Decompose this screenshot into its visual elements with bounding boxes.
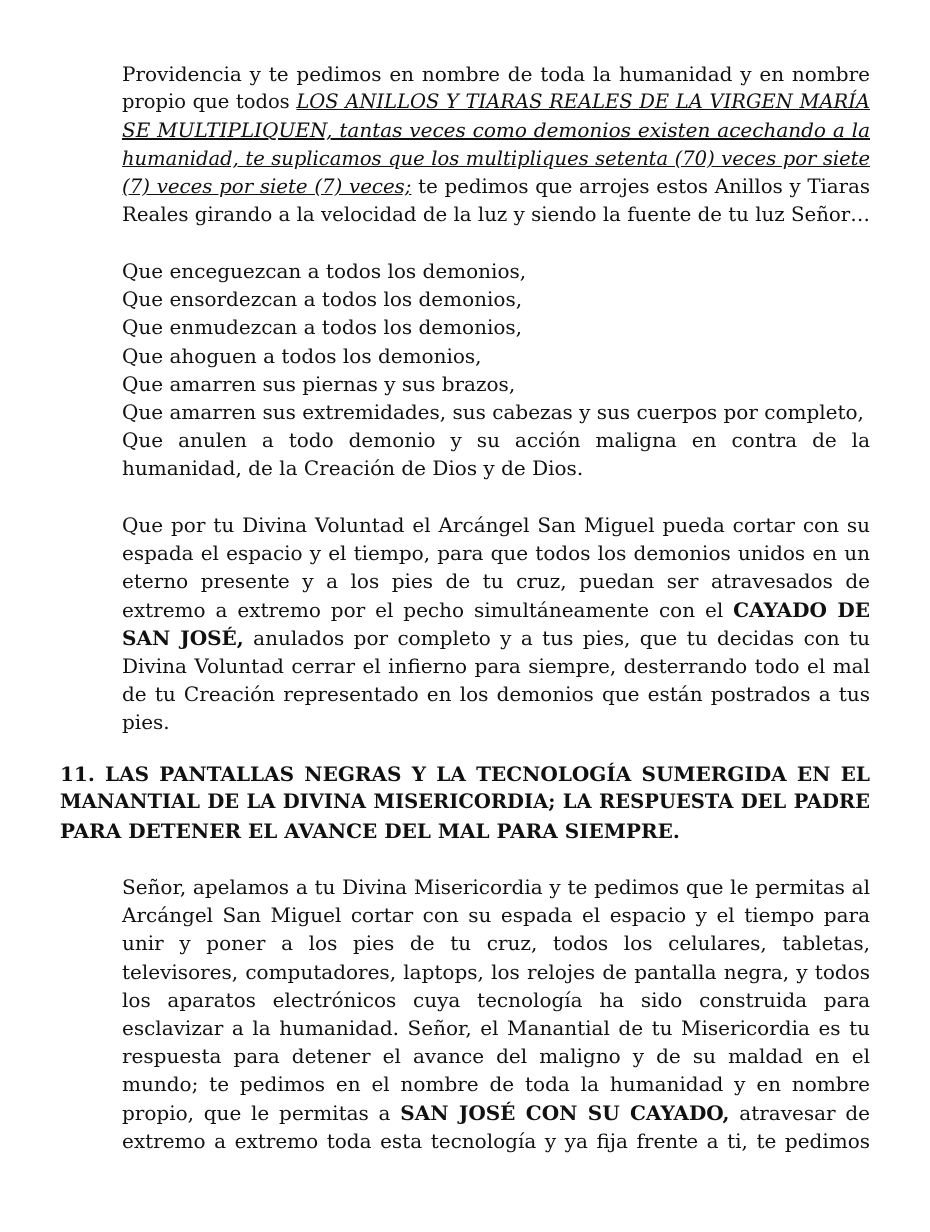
text-run: te pedimos que arrojes estos Anillos y Tiaras xyxy=(411,174,870,198)
underlined-italic-line: humanidad, te suplicamos que los multipliques setenta (70) veces por siete xyxy=(122,146,870,170)
text-run: anulados por completo y a tus pies, que tu decidas con tu xyxy=(243,625,870,650)
text-line: los aparatos electrónicos cuya tecnología ha sido construida para xyxy=(122,987,870,1012)
litany-list xyxy=(122,257,870,483)
text-run: propio que todos xyxy=(122,90,297,114)
heading-line: PARA DETENER EL AVANCE DEL MAL PARA SIEMPRE. xyxy=(60,818,680,843)
litany-line: humanidad, de la Creación de Dios y de Dios. xyxy=(122,456,584,481)
text-line: eterno presente y a los pies de tu cruz, puedan ser atravesados de xyxy=(122,569,870,594)
underlined-italic-text: (7) veces por siete (7) veces; xyxy=(122,174,412,198)
bold-text: SAN JOSÉ, xyxy=(122,625,244,650)
text-run: atravesar de xyxy=(729,1100,871,1125)
text-line: Providencia y te pedimos en nombre de toda la humanidad y en nombre xyxy=(122,62,870,86)
litany-line: Que enceguezcan a todos los demonios, xyxy=(122,259,527,283)
text-line xyxy=(122,624,870,652)
text-line: espada el espacio y el tiempo, para que todos los demonios unidos en un xyxy=(122,541,870,566)
text-line: Señor, apelamos a tu Divina Misericordia y te pedimos que le permitas al xyxy=(122,875,870,899)
bold-text: SAN JOSÉ CON SU CAYADO, xyxy=(400,1100,730,1125)
text-line: pies. xyxy=(122,710,170,735)
text-line: mundo; te pedimos en el nombre de toda la humanidad y en nombre xyxy=(122,1072,870,1097)
text-line: respuesta para detener el avance del maligno y de su maldad en el xyxy=(122,1044,870,1069)
heading-line: 11. LAS PANTALLAS NEGRAS Y LA TECNOLOGÍA SUMERGIDA EN EL xyxy=(60,762,870,786)
litany-line: Que amarren sus extremidades, sus cabezas y sus cuerpos por completo, xyxy=(122,400,864,425)
text-line xyxy=(122,173,870,201)
heading-line: MANANTIAL DE LA DIVINA MISERICORDIA; LA RESPUESTA DEL PADRE xyxy=(60,790,870,814)
text-line xyxy=(122,596,870,624)
text-line: Arcángel San Miguel cortar con su espada el espacio y el tiempo para xyxy=(122,903,870,928)
litany-line: Que ensordezcan a todos los demonios, xyxy=(122,287,523,312)
litany-line: Que amarren sus piernas y sus brazos, xyxy=(122,371,516,396)
bold-text: CAYADO DE xyxy=(733,597,870,622)
litany-line: Que enmudezcan a todos los demonios, xyxy=(122,315,523,340)
paragraph-divina-voluntad xyxy=(122,511,870,737)
text-line: extremo a extremo toda esta tecnología y ya fija frente a ti, te pedimos xyxy=(122,1128,870,1153)
text-line xyxy=(122,88,870,116)
text-line: de tu Creación representado en los demonios que están postrados a tus xyxy=(122,682,870,707)
underlined-italic-text: LOS ANILLOS Y TIARAS REALES DE LA VIRGEN MARÍA xyxy=(296,90,870,114)
text-line xyxy=(122,1099,870,1127)
text-run: extremo a extremo por el pecho simultáneamente con el xyxy=(122,597,734,622)
text-line: Que por tu Divina Voluntad el Arcángel San Miguel pueda cortar con su xyxy=(122,513,870,537)
text-line: Reales girando a la velocidad de la luz y siendo la fuente de tu luz Señor… xyxy=(122,203,870,227)
paragraph-senor-apelamos xyxy=(122,873,870,1155)
text-line: esclavizar a la humanidad. Señor, el Manantial de tu Misericordia es tu xyxy=(122,1016,870,1041)
text-line: televisores, computadores, laptops, los relojes de pantalla negra, y todos xyxy=(122,959,870,984)
text-line: unir y poner a los pies de tu cruz, todos los celulares, tabletas, xyxy=(122,931,870,956)
litany-line: Que ahoguen a todos los demonios, xyxy=(122,343,482,368)
underlined-italic-line: SE MULTIPLIQUEN, tantas veces como demonios existen acechando a la xyxy=(122,118,870,143)
text-line: Divina Voluntad cerrar el infierno para siempre, desterrando todo el mal xyxy=(122,654,870,679)
paragraph-providencia xyxy=(122,60,870,229)
section-heading-11 xyxy=(60,760,870,845)
text-run: propio, que le permitas a xyxy=(122,1100,401,1125)
litany-line: Que anulen a todo demonio y su acción maligna en contra de la xyxy=(122,428,870,453)
